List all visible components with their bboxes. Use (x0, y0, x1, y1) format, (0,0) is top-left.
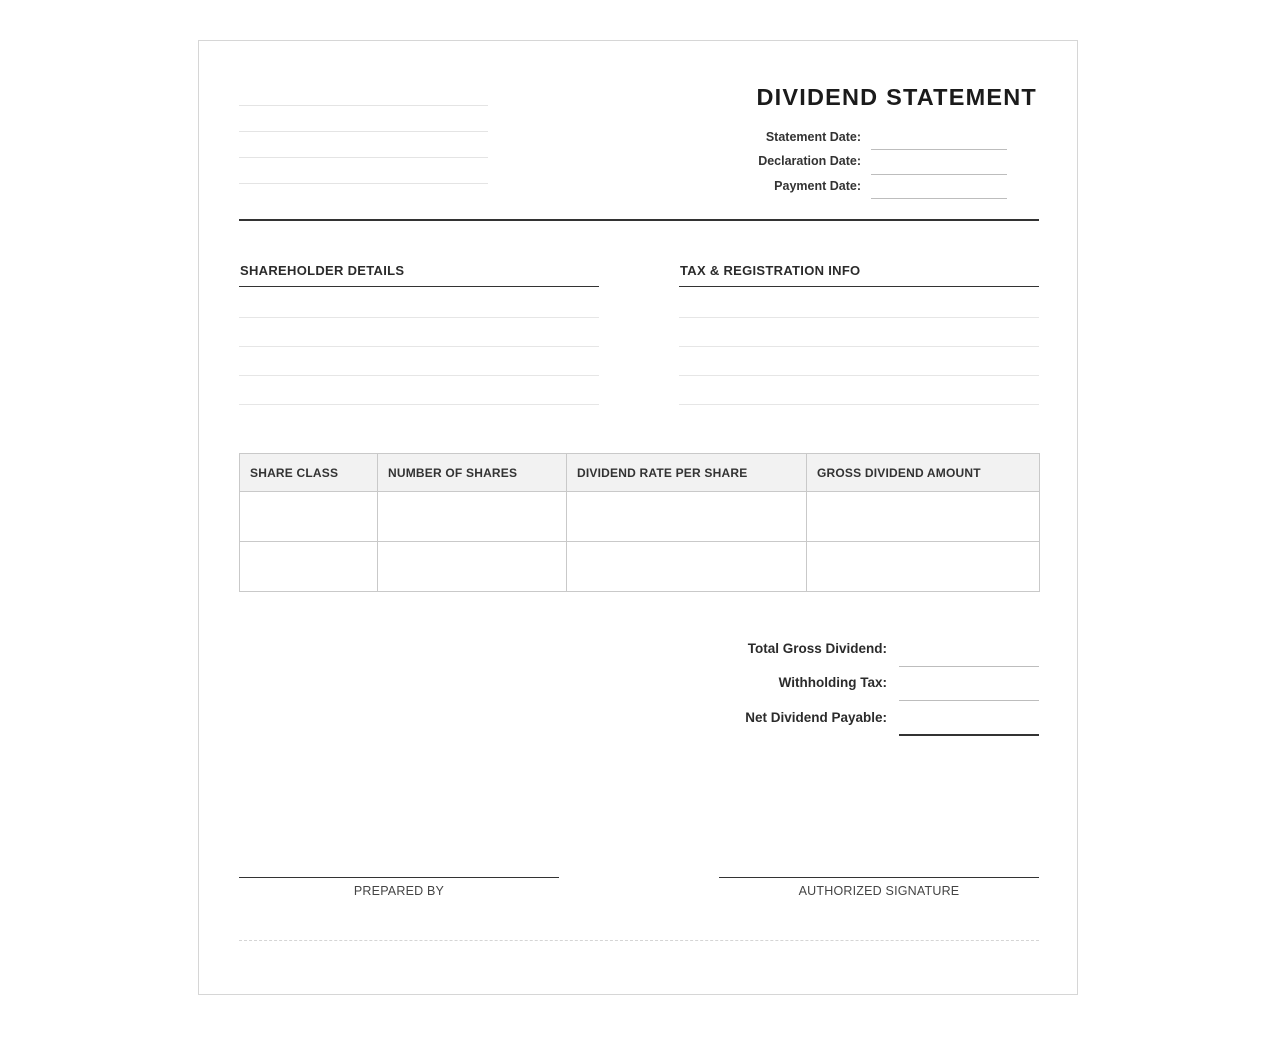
table-cell[interactable] (567, 542, 807, 592)
payment-date-label: Payment Date: (774, 179, 861, 193)
tax-line[interactable] (679, 346, 1039, 347)
shareholder-line[interactable] (239, 404, 599, 405)
withholding-tax-field[interactable] (899, 700, 1039, 701)
total-gross-field[interactable] (899, 666, 1039, 667)
tax-line[interactable] (679, 375, 1039, 376)
table-cell[interactable] (378, 492, 567, 542)
column-header-share-class: SHARE CLASS (240, 454, 378, 492)
table-header-row (240, 454, 1040, 492)
table-cell[interactable] (378, 542, 567, 592)
net-dividend-label: Net Dividend Payable: (745, 710, 887, 725)
table-row (240, 542, 1040, 592)
withholding-tax-label: Withholding Tax: (778, 675, 887, 690)
tax-line[interactable] (679, 317, 1039, 318)
column-header-number-of-shares: NUMBER OF SHARES (378, 454, 567, 492)
company-line[interactable] (239, 183, 488, 184)
header-divider (239, 219, 1039, 221)
prepared-by-signature-line[interactable] (239, 877, 559, 878)
shareholder-rule (239, 286, 599, 287)
table-cell[interactable] (567, 492, 807, 542)
statement-date-label: Statement Date: (765, 130, 861, 144)
table-cell[interactable] (807, 492, 1040, 542)
footer-dashed-divider (239, 940, 1039, 941)
shareholder-title: SHAREHOLDER DETAILS (240, 263, 405, 278)
company-line[interactable] (239, 131, 488, 132)
dividend-table (239, 453, 1040, 592)
table-row (240, 492, 1040, 542)
authorized-signature-line[interactable] (719, 877, 1039, 878)
declaration-date-label: Declaration Date: (758, 154, 861, 168)
statement-date-field[interactable] (871, 149, 1007, 150)
authorized-signature-label: AUTHORIZED SIGNATURE (798, 884, 960, 898)
total-gross-label: Total Gross Dividend: (747, 641, 887, 656)
net-dividend-field[interactable] (899, 734, 1039, 736)
company-line[interactable] (239, 105, 488, 106)
table-cell[interactable] (240, 492, 378, 542)
tax-title: TAX & REGISTRATION INFO (680, 263, 861, 278)
tax-line[interactable] (679, 404, 1039, 405)
document-title: DIVIDEND STATEMENT (756, 84, 1037, 110)
payment-date-field[interactable] (871, 198, 1007, 199)
declaration-date-field[interactable] (871, 174, 1007, 175)
column-header-gross-dividend: GROSS DIVIDEND AMOUNT (807, 454, 1040, 492)
tax-rule (679, 286, 1039, 287)
column-header-dividend-rate: DIVIDEND RATE PER SHARE (567, 454, 807, 492)
shareholder-line[interactable] (239, 346, 599, 347)
company-line[interactable] (239, 157, 488, 158)
shareholder-line[interactable] (239, 375, 599, 376)
shareholder-line[interactable] (239, 317, 599, 318)
table-cell[interactable] (240, 542, 378, 592)
table-cell[interactable] (807, 542, 1040, 592)
prepared-by-label: PREPARED BY (353, 884, 445, 898)
statement-page (198, 40, 1078, 995)
